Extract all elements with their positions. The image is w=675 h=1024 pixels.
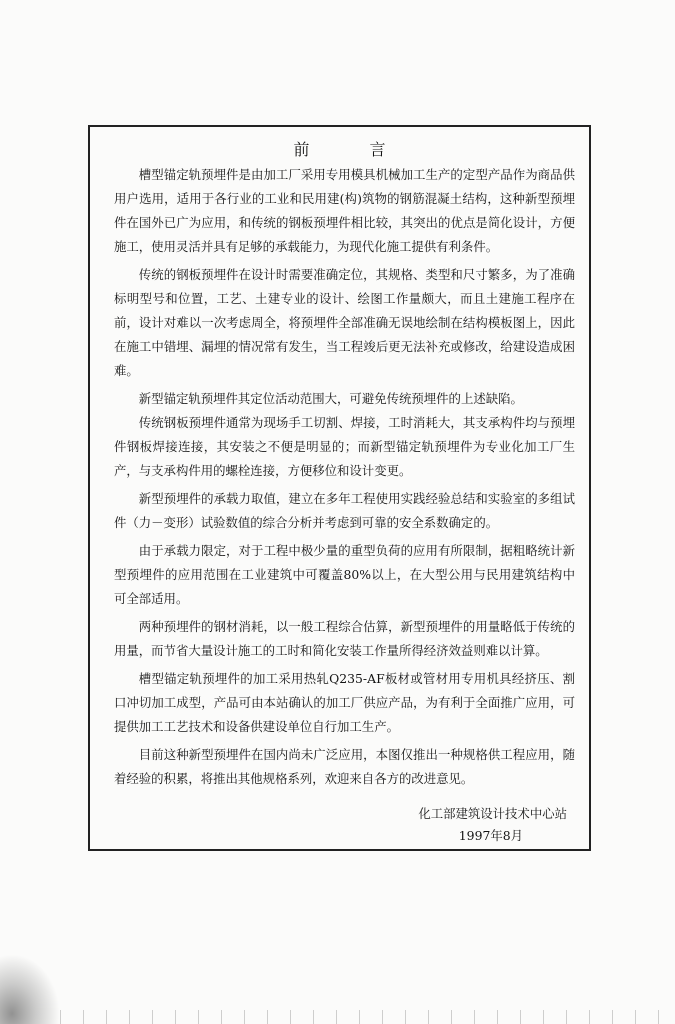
paragraph-6: 由于承载力限定，对于工程中极少量的重型负荷的应用有所限制，据粗略统计新型预埋件的应用范围在工业建筑中可覆盖80%以上，在大型公用与民用建筑结构中可全部适用。: [114, 543, 575, 606]
paragraph-7: 两种预埋件的钢材消耗，以一般工程综合估算，新型预埋件的用量略低于传统的用量，而节省大量设计施工的工时和简化安装工作量所得经济效益则难以计算。: [114, 619, 575, 658]
document-frame: [88, 125, 591, 851]
paragraph-1: 槽型锚定轨预埋件是由加工厂采用专用模具机械加工生产的定型产品作为商品供用户选用，适用于各行业的工业和民用建(构)筑物的钢筋混凝土结构，这种新型预埋件在国外已广为应用，和传统的钢板预埋件相比较，其突出的优点是简化设计，方便施工，使用灵活并具有足够的承载能力，为现代化施工提供有利条件。: [114, 167, 575, 254]
paragraph-2: 传统的钢板预埋件在设计时需要准确定位，其规格、类型和尺寸繁多，为了准确标明型号和位置，工艺、土建专业的设计、绘图工作量颇大，而且土建施工程序在前，设计对难以一次考虑周全，将预埋件全部准确无误地绘制在结构模板图上，因此在施工中错埋、漏埋的情况常有发生，当工程竣后更无法补充或修改，给建设造成困难。: [114, 267, 575, 378]
paragraph-3: 新型锚定轨预埋件其定位活动范围大，可避免传统预埋件的上述缺陷。: [138, 391, 523, 406]
paragraph-8: 槽型锚定轨预埋件的加工采用热轧Q235-AF板材或管材用专用机具经挤压、割口冲切加工成型，产品可由本站确认的加工厂供应产品，为有利于全面推广应用，可提供加工工艺技术和设备供建设单位自行加工生产。: [114, 671, 575, 734]
signature-organization: 化工部建筑设计技术中心站: [418, 806, 567, 821]
paragraph-4: 传统钢板预埋件通常为现场手工切割、焊接，工时消耗大，其支承构件均与预埋件钢板焊接连接，其安装之不便是明显的；而新型锚定轨预埋件为专业化加工厂生产，与支承构件用的螺栓连接，方便移位和设计变更。: [114, 415, 575, 478]
paragraph-5: 新型预埋件的承载力取值，建立在多年工程使用实践经验总结和实验室的多组试件（力－变形）试验数值的综合分析并考虑到可靠的安全系数确定的。: [114, 491, 575, 530]
document-body: [114, 163, 575, 791]
page-title: 前言: [293, 140, 446, 159]
scan-smudge: [0, 954, 60, 1024]
signature-date: 1997年8月: [458, 828, 523, 843]
paragraph-9: 目前这种新型预埋件在国内尚未广泛应用，本图仅推出一种规格供工程应用，随着经验的积累，将推出其他规格系列，欢迎来自各方的改进意见。: [114, 747, 575, 786]
scan-edge-marks: [60, 1010, 675, 1024]
